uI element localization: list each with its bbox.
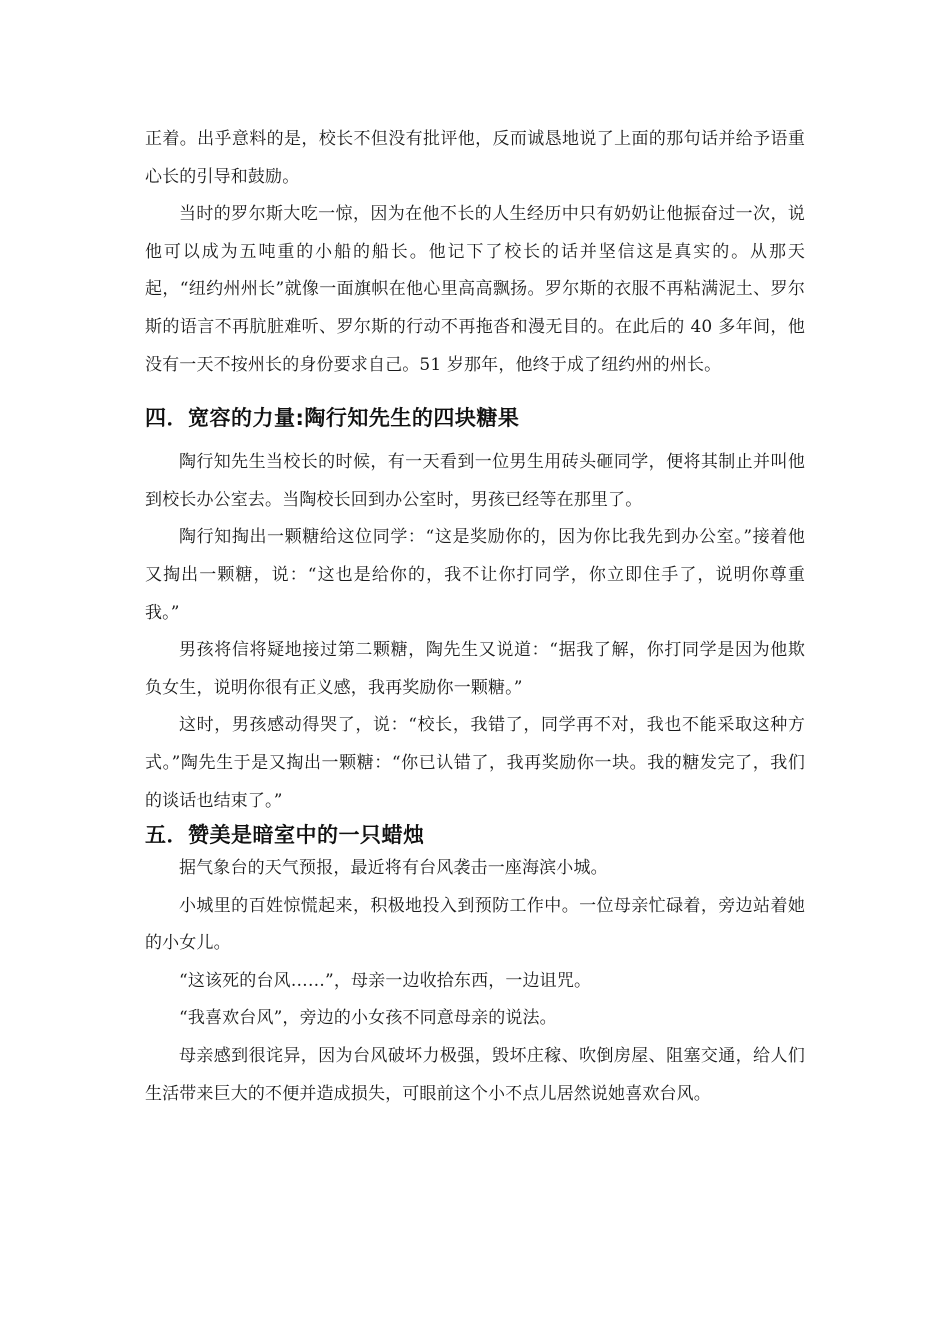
paragraph: 陶行知掏出一颗糖给这位同学：“这是奖励你的，因为你比我先到办公室。”接着他又掏出一颗糖，说：“这也是给你的，我不让你打同学，你立即住手了，说明你尊重我。” <box>145 527 805 623</box>
paragraph: 这时，男孩感动得哭了，说：“校长，我错了，同学再不对，我也不能采取这种方式。”陶先生于是又掏出一颗糖：“你已认错了，我再奖励你一块。我的糖发完了，我们的谈话也结束了。” <box>145 715 805 811</box>
paragraph: 当时的罗尔斯大吃一惊，因为在他不长的人生经历中只有奶奶让他振奋过一次，说他可以成为五吨重的小船的船长。他记下了校长的话并坚信这是真实的。从那天起，“纽约州州长”就像一面旗帜在他心里高高飘扬。罗尔斯的衣服不再粘满泥土、罗尔斯的语言不再肮脏难听、罗尔斯的行动不再拖沓和漫无目的。在此后的 40 多年间，他没有一天不按州长的身份要求自己。51 岁那年，他终于成了纽约州的州长。 <box>145 204 805 375</box>
section-heading-four: 四．宽容的力量:陶行知先生的四块糖果 <box>145 406 520 431</box>
paragraph: 男孩将信将疑地接过第二颗糖，陶先生又说道：“据我了解，你打同学是因为他欺负女生，说明你很有正义感，我再奖励你一颗糖。” <box>145 640 805 698</box>
paragraph: “我喜欢台风”，旁边的小女孩不同意母亲的说法。 <box>179 1008 557 1029</box>
paragraph-continued: 正着。出乎意料的是，校长不但没有批评他，反而诚恳地说了上面的那句话并给予语重心长的引导和鼓励。 <box>145 129 805 187</box>
paragraph: “这该死的台风……”，母亲一边收拾东西，一边诅咒。 <box>179 970 592 991</box>
paragraph: 母亲感到很诧异，因为台风破坏力极强，毁坏庄稼、吹倒房屋、阻塞交通，给人们生活带来巨大的不便并造成损失，可眼前这个小不点儿居然说她喜欢台风。 <box>145 1046 805 1104</box>
paragraph: 据气象台的天气预报，最近将有台风袭击一座海滨小城。 <box>179 858 608 879</box>
paragraph: 陶行知先生当校长的时候，有一天看到一位男生用砖头砸同学，便将其制止并叫他到校长办公室去。当陶校长回到办公室时，男孩已经等在那里了。 <box>145 452 805 510</box>
paragraph: 小城里的百姓惊慌起来，积极地投入到预防工作中。一位母亲忙碌着，旁边站着她的小女儿。 <box>145 895 805 954</box>
document-body <box>145 121 805 1113</box>
section-heading-five: 五．赞美是暗室中的一只蜡烛 <box>145 823 425 848</box>
